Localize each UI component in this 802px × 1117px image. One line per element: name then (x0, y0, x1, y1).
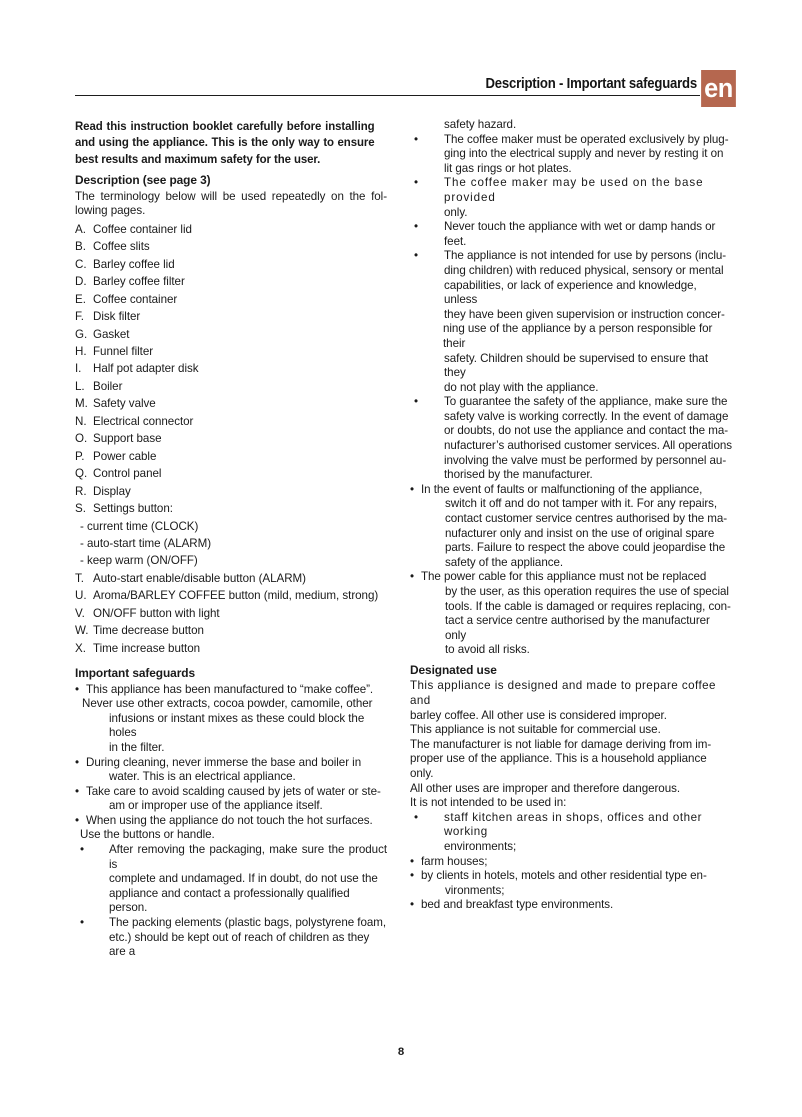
safeguard-bullet (410, 249, 732, 395)
paragraph-line: This appliance is not suitable for commercial use. (410, 723, 661, 737)
bullet-icon: • (410, 482, 415, 496)
item-label: Display (93, 484, 131, 498)
description-item (75, 622, 387, 639)
bullet-line: safety valve is working correctly. In the event of damage (444, 409, 729, 423)
bullet-icon: • (410, 570, 415, 584)
item-key: V. (75, 606, 85, 620)
bullet-icon: • (410, 854, 415, 868)
bullet-line: To guarantee the safety of the appliance, make sure the (444, 395, 728, 409)
safeguard-bullet (75, 843, 387, 916)
safeguard-bullet (410, 570, 732, 658)
bullet-line: Take care to avoid scalding caused by jets of water or ste- (86, 784, 381, 798)
bullet-line: only. (444, 205, 468, 219)
description-item (75, 483, 387, 500)
paragraph-line: All other uses are improper and therefore dangerous. (410, 781, 681, 795)
description-item (75, 500, 387, 517)
safeguard-bullet (75, 756, 387, 785)
bullet-line: staff kitchen areas in shops, offices and other working (444, 810, 703, 839)
bullet-icon: • (75, 682, 80, 696)
continued-text (410, 118, 732, 133)
bullet-line: nufacturer’s authorised customer services. All operations (444, 439, 732, 453)
bullet-line: nufacturer only and insist on the use of original spare (445, 526, 715, 540)
item-label: Gasket (93, 327, 130, 341)
bullet-line: The coffee maker must be operated exclusively by plug- (444, 132, 729, 146)
bullet-line: environments; (444, 839, 517, 853)
left-column (75, 118, 387, 960)
bullet-line: ding children) with reduced physical, sensory or mental (444, 263, 724, 277)
designated-use-paragraph (410, 679, 732, 810)
bullet-line: thorised by the manufacturer. (444, 468, 593, 482)
item-label: Auto-start enable/disable button (ALARM) (93, 571, 306, 585)
bullet-line: by the user, as this operation requires the use of special (445, 585, 729, 598)
bullet-line: am or improper use of the appliance itself. (109, 799, 323, 813)
bullet-line: involving the valve must be performed by personnel au- (444, 453, 727, 467)
continued-text-line: safety hazard. (444, 118, 517, 131)
description-item (75, 570, 387, 587)
description-intro-line-1: The terminology below will be used repeatedly on the fol- (75, 189, 387, 203)
bullet-line: tact a service centre authorised by the manufacturer only (445, 614, 710, 642)
settings-sub-item: - auto-start time (ALARM) (80, 536, 212, 550)
safeguard-bullet (75, 683, 387, 756)
bullet-line: switch it off and do not tamper with it. For any repairs, (445, 497, 718, 511)
item-label: Barley coffee lid (93, 257, 175, 271)
item-label: Funnel filter (93, 344, 154, 358)
item-label: Half pot adapter disk (93, 362, 199, 376)
item-key: U. (75, 589, 87, 603)
item-key: C. (75, 257, 87, 271)
designated-use-bullet (410, 855, 732, 870)
item-key: F. (75, 310, 84, 324)
designated-use-bullet (410, 898, 732, 913)
bullet-icon: • (414, 220, 419, 234)
bullet-line: in the filter. (109, 740, 165, 754)
item-label: Support base (93, 432, 162, 446)
bullet-line: In the event of faults or malfunctioning of the appliance, (421, 482, 703, 496)
paragraph-line: proper use of the appliance. This is a household appliance only. (410, 752, 707, 780)
description-item (75, 238, 387, 255)
description-item (75, 587, 387, 604)
item-key: T. (75, 571, 84, 585)
item-key: P. (75, 449, 85, 463)
bullet-icon: • (410, 898, 415, 912)
bullet-line: The coffee maker may be used on the base provided (444, 176, 704, 204)
item-label: Power cable (93, 449, 157, 463)
bullet-line: they have been given supervision or instruction concer- (444, 307, 725, 321)
bullet-line: The appliance is not intended for use by persons (inclu- (444, 249, 727, 263)
bullet-line: do not play with the appliance. (444, 380, 599, 394)
item-label: Control panel (93, 467, 162, 481)
designated-use-bullet (410, 869, 732, 898)
bullet-icon: • (414, 132, 419, 146)
item-key: R. (75, 484, 87, 498)
bullet-line: feet. (444, 234, 467, 248)
item-label: ON/OFF button with light (93, 606, 220, 620)
item-label: Coffee container (93, 292, 178, 306)
item-label: Barley coffee filter (93, 275, 185, 289)
bullet-icon: • (75, 784, 80, 798)
item-key: N. (75, 414, 87, 428)
bullet-line: Use the buttons or handle. (80, 828, 215, 842)
item-key: A. (75, 222, 86, 236)
item-key: D. (75, 275, 87, 289)
bullet-line: to avoid all risks. (445, 643, 530, 657)
safeguards-heading: Important safeguards (75, 666, 195, 681)
bullet-line: parts. Failure to respect the above could jeopardise the (445, 541, 726, 555)
bullet-icon: • (80, 843, 85, 857)
designated-use-heading: Designated use (410, 662, 497, 677)
description-item (75, 360, 387, 377)
bullet-icon: • (80, 916, 85, 930)
bullet-line: water. This is an electrical appliance. (109, 770, 296, 784)
bullet-line: by clients in hotels, motels and other residential type en- (421, 869, 707, 883)
item-key: S. (75, 502, 86, 516)
bullet-line: etc.) should be kept out of reach of children as they are a (109, 930, 370, 959)
settings-sub-item: - keep warm (ON/OFF) (80, 554, 198, 568)
description-item (75, 326, 387, 343)
language-badge: en (701, 70, 736, 107)
paragraph-line: It is not intended to be used in: (410, 796, 567, 810)
description-item (75, 291, 387, 308)
bullet-icon: • (75, 813, 80, 827)
bullet-line: appliance and contact a professionally qualified person. (109, 886, 350, 915)
item-key: L. (75, 379, 85, 393)
paragraph-line: barley coffee. All other use is considered improper. (410, 708, 667, 722)
bullet-icon: • (414, 810, 419, 824)
bullet-line: complete and undamaged. If in doubt, do not use the (109, 872, 378, 886)
bullet-line: farm houses; (421, 854, 488, 868)
description-item (75, 256, 387, 273)
description-item (75, 605, 387, 622)
item-key: E. (75, 292, 86, 306)
paragraph-line: This appliance is designed and made to prepare coffee and (410, 679, 716, 707)
item-label: Coffee container lid (93, 222, 192, 236)
item-key: W. (75, 624, 89, 638)
bullet-line: or doubts, do not use the appliance and contact the ma- (444, 424, 729, 438)
bullet-line: lit gas rings or hot plates. (444, 161, 572, 175)
designated-use-bullet (410, 811, 732, 855)
description-item-list (75, 221, 387, 657)
page-header (75, 62, 731, 102)
description-item (75, 378, 387, 395)
description-item (75, 465, 387, 482)
item-label: Disk filter (93, 310, 141, 324)
right-column (410, 118, 732, 913)
bullet-line: After removing the packaging, make sure the product is (109, 843, 387, 871)
item-label: Safety valve (93, 397, 156, 411)
bullet-line: The packing elements (plastic bags, polystyrene foam, (109, 916, 387, 930)
bullet-line: safety of the appliance. (445, 555, 564, 569)
header-divider (75, 95, 700, 97)
description-intro-line-2: lowing pages. (75, 204, 146, 218)
description-intro (75, 190, 387, 219)
bullet-line: The power cable for this appliance must not be replaced (421, 570, 707, 584)
description-item (75, 308, 387, 325)
description-item (75, 343, 387, 360)
item-key: M. (75, 397, 88, 411)
description-item (75, 430, 387, 447)
item-label: Coffee slits (93, 240, 150, 254)
page-number: 8 (397, 1046, 405, 1058)
bullet-line: capabilities, or lack of experience and knowledge, unless (444, 278, 697, 307)
settings-sub-item: - current time (CLOCK) (80, 519, 199, 533)
bullet-icon: • (414, 249, 419, 263)
description-heading: Description (see page 3) (75, 173, 211, 188)
item-key: I. (75, 362, 82, 376)
bullet-line: This appliance has been manufactured to “make coffee”. (86, 682, 374, 696)
safeguard-bullet (410, 133, 732, 177)
item-label: Electrical connector (93, 414, 194, 428)
item-label: Time increase button (93, 641, 201, 655)
bullet-icon: • (414, 395, 419, 409)
item-label: Settings button: (93, 502, 173, 516)
bullet-line: Never touch the appliance with wet or damp hands or (444, 220, 716, 234)
bullet-line: safety. Children should be supervised to ensure that they (444, 351, 708, 380)
safeguard-bullet (410, 483, 732, 571)
lead-paragraph: Read this instruction booklet carefully before installing and using the appliance. This is the only way to ensure best results and maximum safety for the user. (75, 119, 375, 166)
bullet-icon: • (75, 755, 80, 769)
description-item (75, 413, 387, 430)
safeguard-bullet (75, 814, 387, 843)
item-label: Time decrease button (93, 624, 204, 638)
bullet-line: ning use of the appliance by a person responsible for their (443, 322, 713, 350)
item-key: X. (75, 641, 86, 655)
bullet-icon: • (410, 869, 415, 883)
bullet-line: ging into the electrical supply and never by resting it on (444, 147, 724, 161)
safeguard-bullet (410, 220, 732, 249)
safeguard-bullet (410, 395, 732, 483)
bullet-line: Never use other extracts, cocoa powder, camomile, other (82, 697, 373, 711)
safeguard-bullet (75, 916, 387, 960)
safeguard-bullet (75, 785, 387, 814)
bullet-line: vironments; (445, 883, 505, 897)
description-item (75, 448, 387, 465)
description-item (75, 395, 387, 412)
item-key: O. (75, 432, 88, 446)
item-key: Q. (75, 467, 88, 481)
bullet-line: During cleaning, never immerse the base and boiler in (86, 755, 362, 769)
page-title: Description - Important safeguards (485, 76, 697, 92)
description-item (75, 221, 387, 238)
description-item (75, 640, 387, 657)
bullet-line: tools. If the cable is damaged or requires replacing, con- (445, 599, 731, 613)
item-key: G. (75, 327, 88, 341)
bullet-line: infusions or instant mixes as these could block the holes (109, 711, 365, 740)
item-label: Boiler (93, 379, 123, 393)
item-label: Aroma/BARLEY COFFEE button (mild, medium, strong) (93, 589, 379, 603)
description-item (75, 273, 387, 290)
bullet-line: When using the appliance do not touch the hot surfaces. (86, 813, 373, 827)
item-key: H. (75, 344, 87, 358)
bullet-icon: • (414, 176, 419, 190)
paragraph-line: The manufacturer is not liable for damage deriving from im- (410, 737, 712, 751)
item-key: B. (75, 240, 86, 254)
bullet-line: contact customer service centres authorised by the ma- (445, 512, 728, 526)
safeguard-bullet (410, 176, 732, 220)
bullet-line: bed and breakfast type environments. (421, 898, 614, 912)
